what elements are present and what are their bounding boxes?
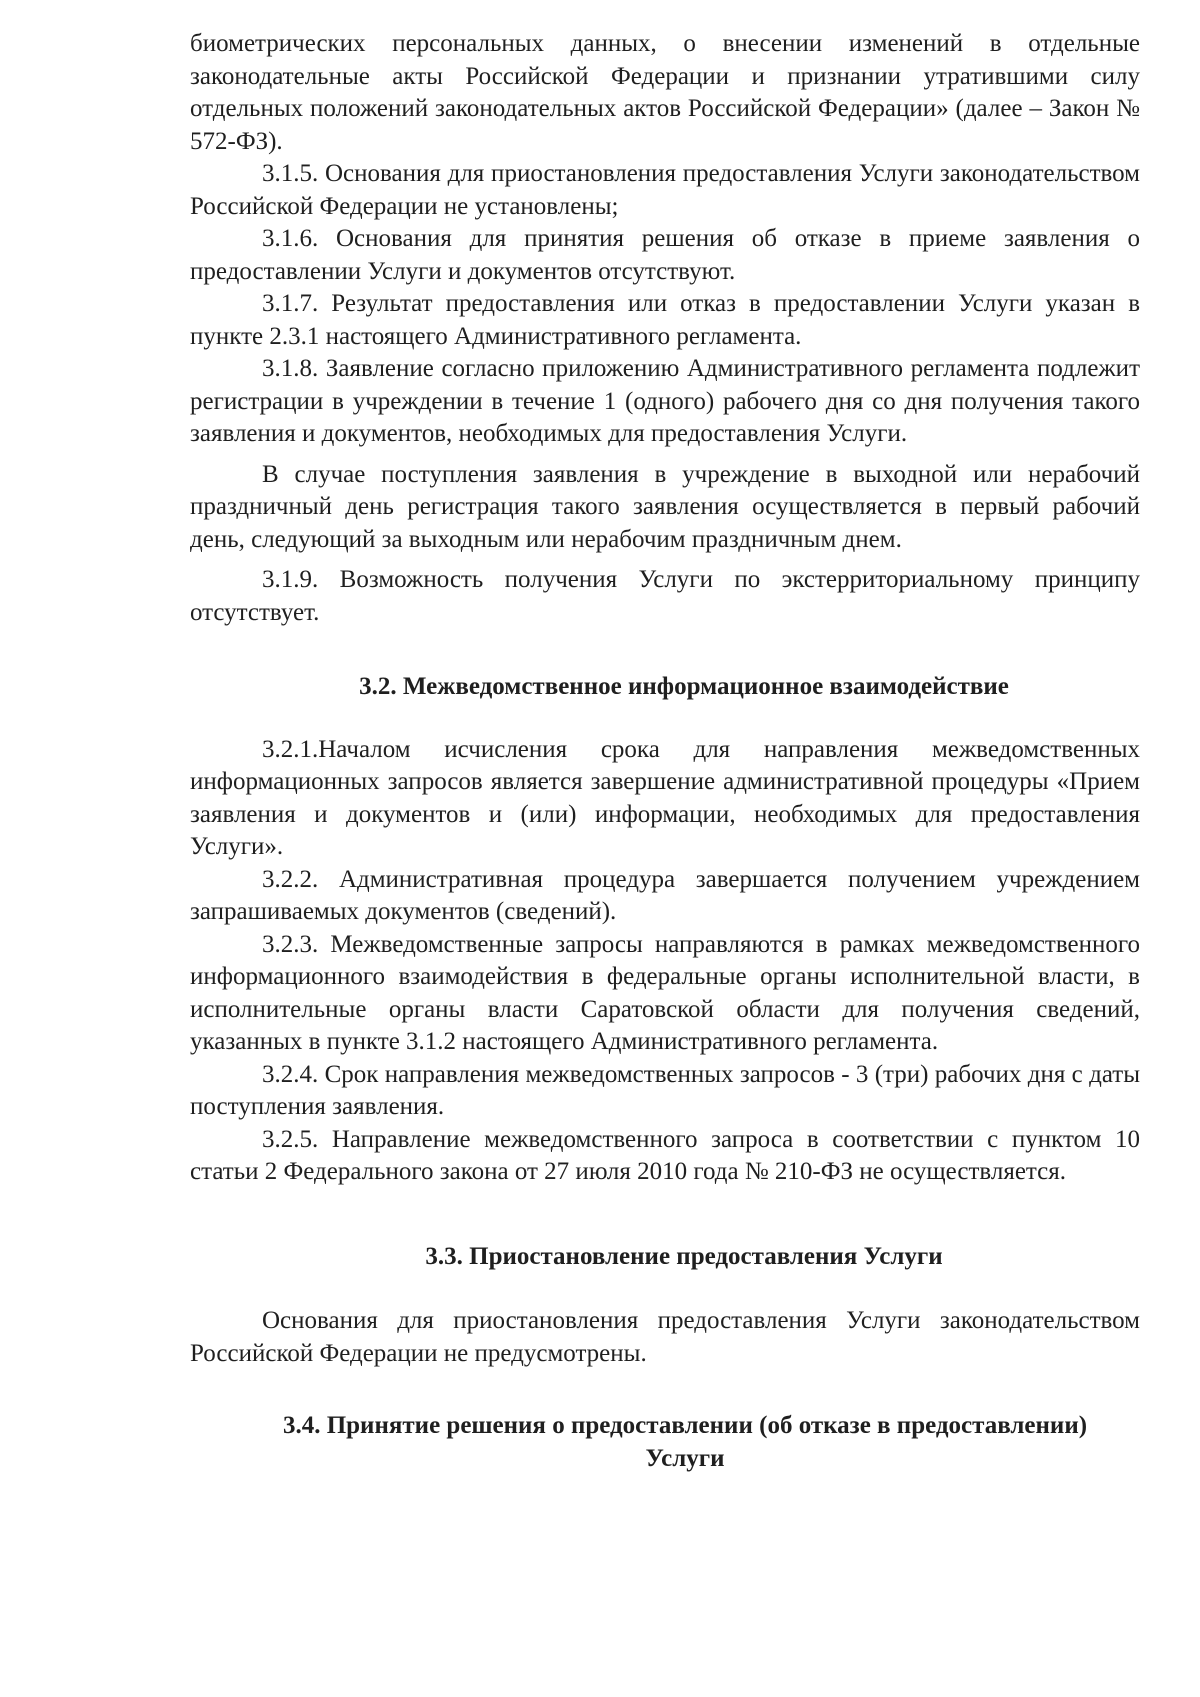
section-3-4-heading-line2: Услуги (645, 1444, 725, 1472)
paragraph-3-1-9: 3.1.9. Возможность получения Услуги по экстерриториальному принципу отсутствует. (190, 566, 1140, 626)
document-page (190, 28, 1140, 1475)
intro-continuation-paragraph: биометрических персональных данных, о внесении изменений в отдельные законодательные акты Российской Федерации и признании утратившими силу отдельных положений законодательных актов Российской Федерации» (далее – Закон № 572-ФЗ). (190, 30, 1140, 155)
section-3-3-heading: 3.3. Приостановление предоставления Услуги (425, 1242, 943, 1270)
paragraph-3-1-5: 3.1.5. Основания для приостановления предоставления Услуги законодательством Российской Федерации не установлены; (190, 160, 1140, 220)
paragraph-3-1-6: 3.1.6. Основания для принятия решения об отказе в приеме заявления о предоставлении Услуги и документов отсутствуют. (190, 225, 1140, 285)
section-3-3-body: Основания для приостановления предоставления Услуги законодательством Российской Федерации не предусмотрены. (190, 1307, 1140, 1367)
paragraph-3-2-5: 3.2.5. Направление межведомственного запроса в соответствии с пунктом 10 статьи 2 Федерального закона от 27 июля 2010 года № 210-ФЗ не осуществляется. (190, 1125, 1140, 1185)
section-3-2-heading: 3.2. Межведомственное информационное взаимодействие (359, 673, 1009, 700)
paragraph-3-2-1: 3.2.1.Началом исчисления срока для направления межведомственных информационных запросов является завершение административной процедуры «Прием заявления и документов и (или) информации, необходимых для предоставления Услуги». (190, 735, 1140, 860)
section-3-4-heading-line1: 3.4. Принятие решения о предоставлении (об отказе в предоставлении) (282, 1412, 1088, 1439)
paragraph-3-2-2: 3.2.2. Административная процедура завершается получением учреждением запрашиваемых документов (сведений). (190, 865, 1140, 925)
paragraph-3-2-3: 3.2.3. Межведомственные запросы направляются в рамках межведомственного информационного взаимодействия в федеральные органы исполнительной власти, в исполнительные органы власти Саратовской области для получения сведений, указанных в пункте 3.1.2 настоящего Административного регламента. (190, 930, 1140, 1055)
paragraph-3-2-4: 3.2.4. Срок направления межведомственных запросов - 3 (три) рабочих дня с даты поступления заявления. (190, 1060, 1140, 1120)
paragraph-3-1-8-note: В случае поступления заявления в учреждение в выходной или нерабочий праздничный день регистрация такого заявления осуществляется в первый рабочий день, следующий за выходным или нерабочим праздничным днем. (190, 460, 1140, 553)
section-3-4-heading (190, 1410, 1140, 1475)
paragraph-3-1-7: 3.1.7. Результат предоставления или отказ в предоставлении Услуги указан в пункте 2.3.1 настоящего Административного регламента. (190, 290, 1140, 350)
paragraph-3-1-8: 3.1.8. Заявление согласно приложению Административного регламента подлежит регистрации в учреждении в течение 1 (одного) рабочего дня со дня получения такого заявления и документов, необходимых для предоставления Услуги. (190, 355, 1140, 447)
